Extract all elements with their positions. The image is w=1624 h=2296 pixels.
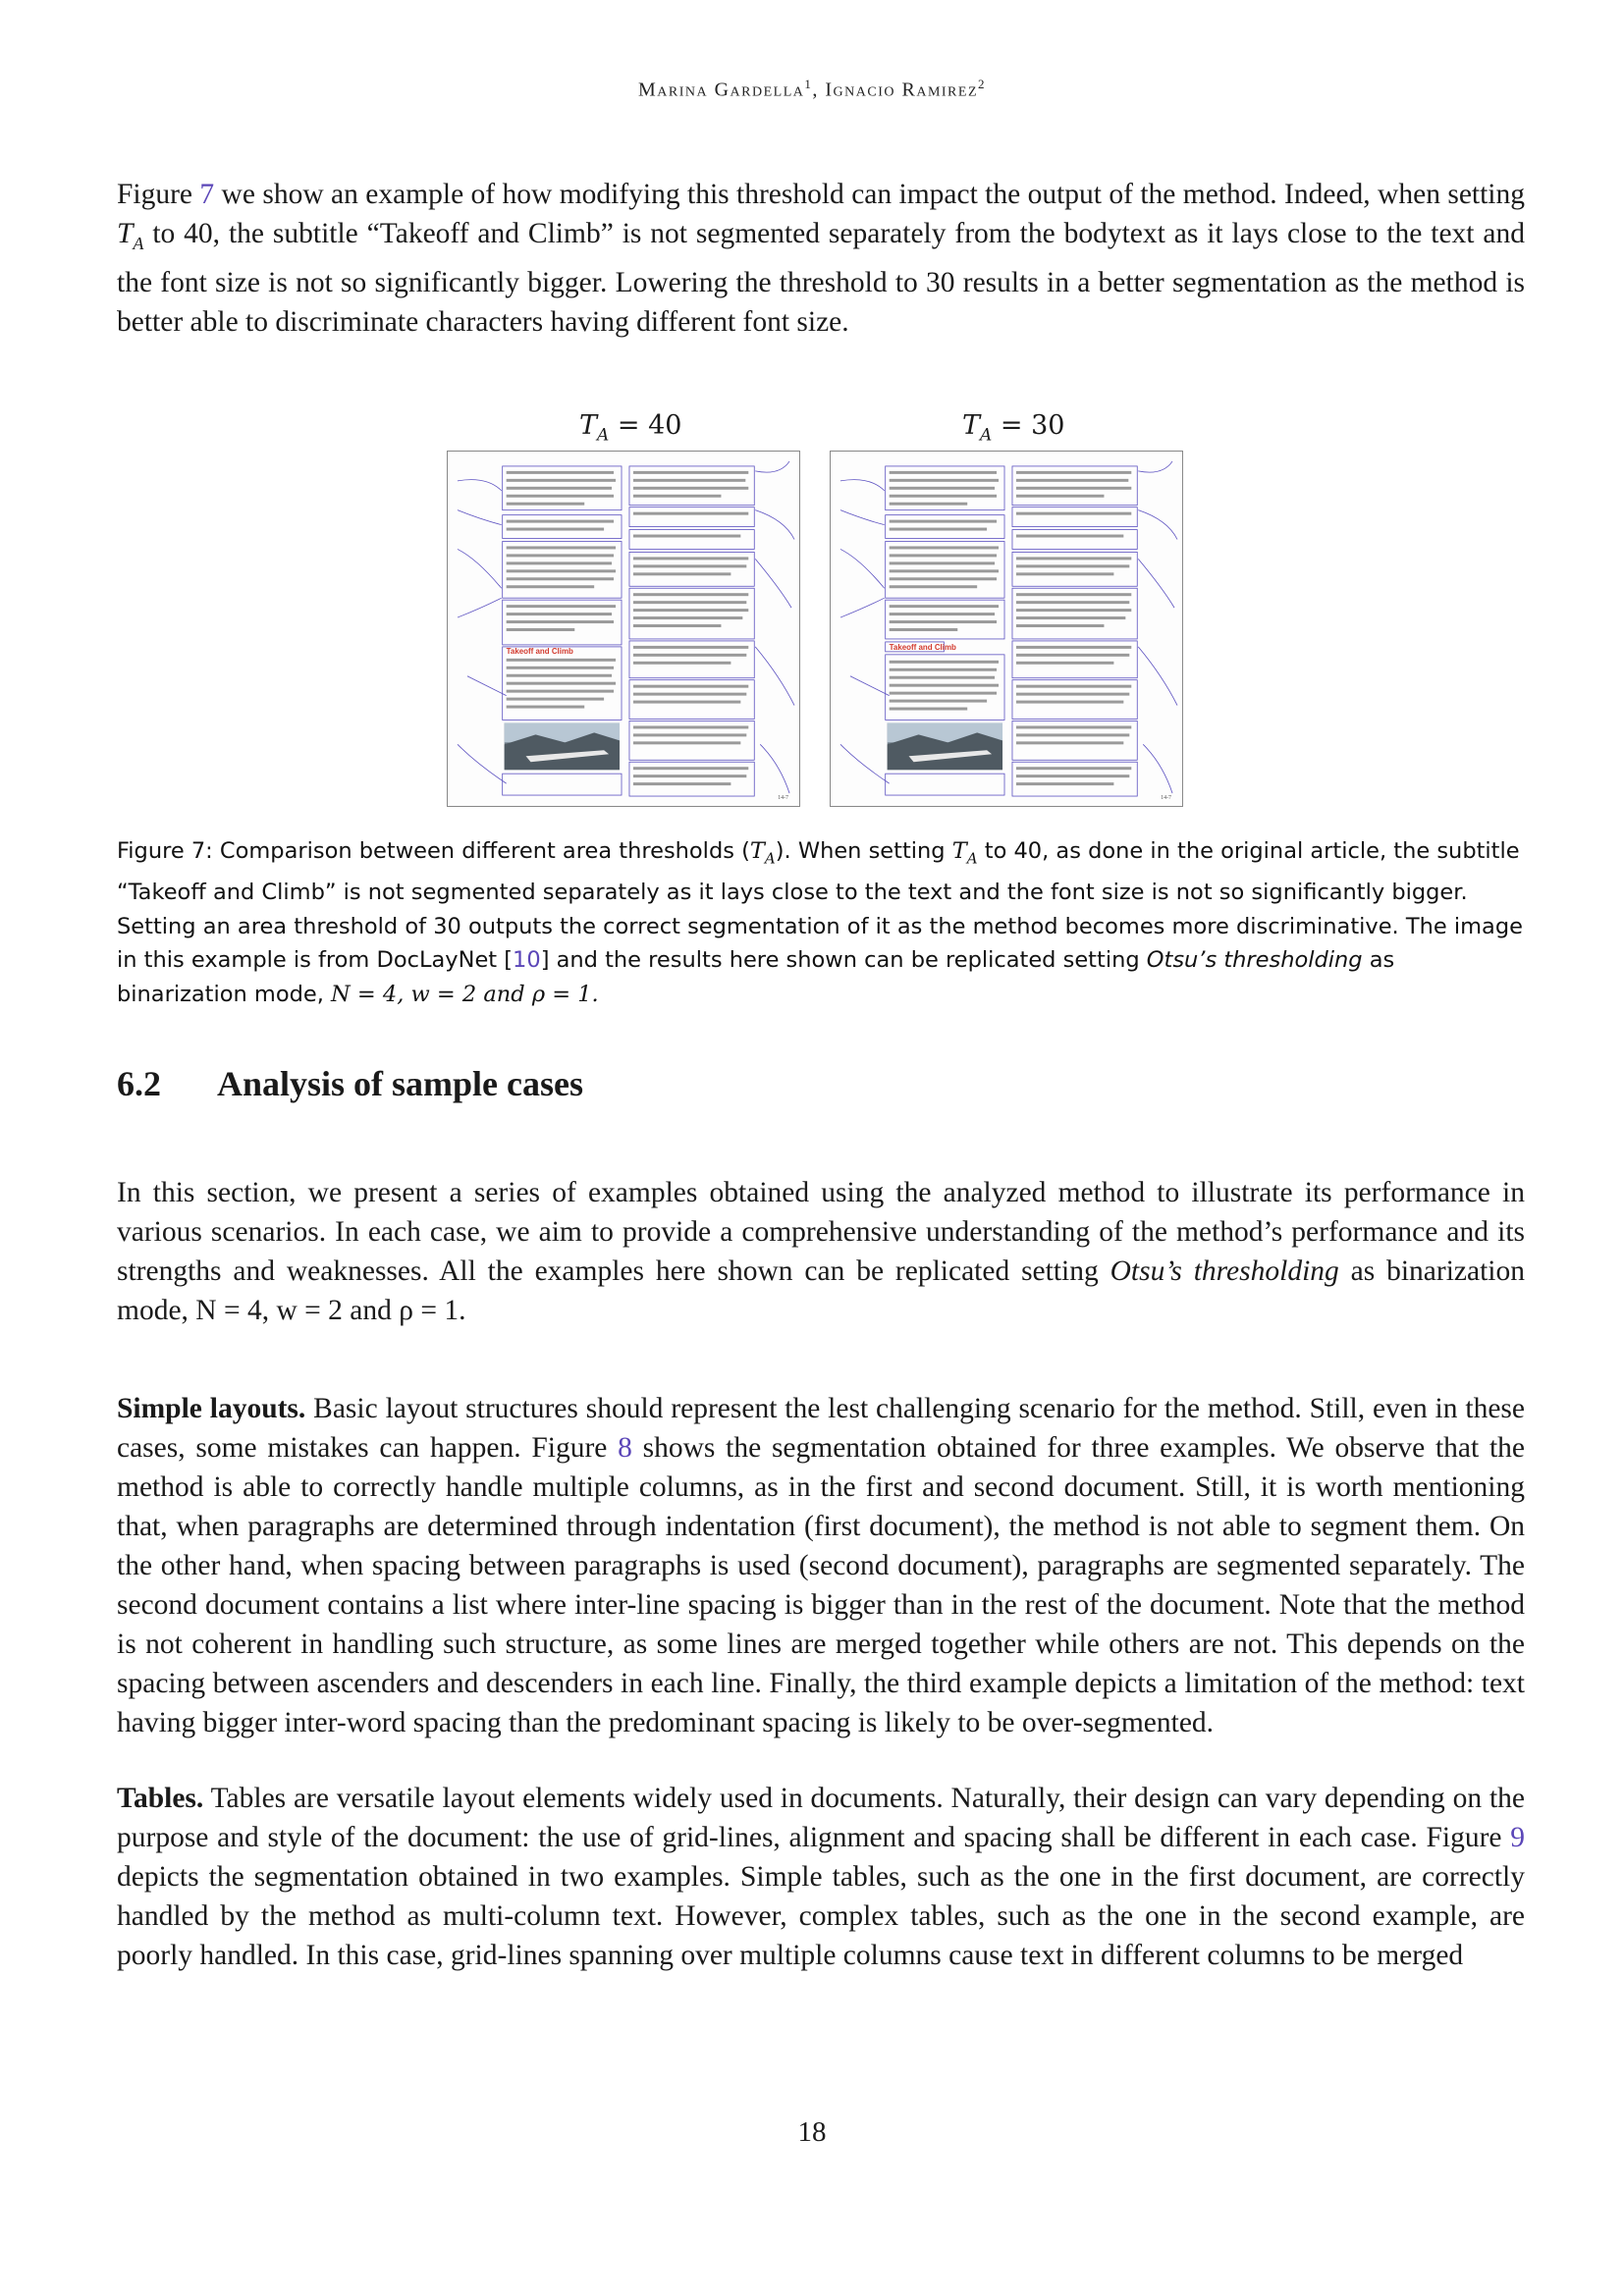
author-2-affiliation: 2 xyxy=(978,77,986,91)
figure-label-left: $T_A = 40$ xyxy=(579,410,682,446)
caption-math: N = 4, w = 2 and ρ = 1. xyxy=(331,981,599,1007)
math-TA: $T_A$ xyxy=(117,218,144,253)
simple-layouts-paragraph: Simple layouts. Basic layout structures should represent the lest challenging scenario for the method. Still, even in these cases, some mistakes can happen. Figure 8 shows the segmentation obtained for three examples. We observe that the method is able to correctly handle multiple columns, as in the first and second document. Still, it is worth mentioning that, when paragraphs are determined through indentation (first document), the method is not able to segment them. On the other hand, when spacing between paragraphs is used (second document), paragraphs are segmented separately. The second document contains a list where inter-line spacing is bigger than in the rest of the document. Note that the method is not coherent in handling such structure, as some lines are merged together while others are not. This depends on the spacing between ascenders and descenders in each line. Finally, the third example depicts a limitation of the method: text having bigger inter-word spacing than the predominant spacing is likely to be over-segmented. xyxy=(117,1393,1525,1738)
document-thumbnail-ta40 xyxy=(448,452,799,806)
tables-paragraph: Tables. Tables are versatile layout elements widely used in documents. Naturally, their design can vary depending on the purpose and style of the document: the use of grid-lines, alignment and spacing shall be different in each case. Figure 9 depicts the segmentation obtained in two examples. Simple tables, such as the one in the first document, are correctly handled by the method as multi-column text. However, complex tables, such as the one in the second example, are poorly handled. In this case, grid-lines spanning over multiple columns cause text in different columns to be merged xyxy=(117,1783,1525,1971)
figure-8-link[interactable]: 8 xyxy=(618,1432,632,1464)
segmentation-thumbnail-ta30 xyxy=(830,451,1183,807)
tables-heading: Tables. xyxy=(117,1783,204,1814)
author-1-affiliation: 1 xyxy=(804,77,813,91)
thumbnail-page-number-ta40: 14-7 xyxy=(778,795,789,802)
figure-7-caption: Figure 7: Comparison between different area thresholds $(T_A)$. When setting $T_A$ to 40, as done in the original article, the subtitle “Takeoff and Climb” is not segmented separately as it lays close to the text and the font size is not so significantly bigger. Setting an area threshold of 30 outputs the correct segmentation of it as the method becomes more discriminative. The image in this example is from DocLayNet [10] and the results here shown can be replicated setting Otsu’s thresholding as binarization mode, N = 4, w = 2 and ρ = 1. xyxy=(117,838,1523,1007)
page-number: 18 xyxy=(797,2116,827,2148)
thumbnail-subtitle-ta30: Takeoff and Climb xyxy=(889,642,956,652)
citation-10-link[interactable]: 10 xyxy=(513,947,541,973)
author-separator: , xyxy=(812,79,826,101)
thumbnail-page-number-ta30: 14-7 xyxy=(1161,795,1172,802)
thumbnail-subtitle-ta40: Takeoff and Climb xyxy=(506,646,573,656)
figure-label-right: $T_A = 30$ xyxy=(962,410,1065,446)
segmentation-thumbnail-ta40 xyxy=(447,451,800,807)
section-number: 6.2 xyxy=(117,1064,161,1103)
figure-9-link[interactable]: 9 xyxy=(1510,1822,1525,1853)
author-2: Ignacio Ramirez xyxy=(825,79,978,101)
figure-7-link[interactable]: 7 xyxy=(199,179,215,210)
section-intro-paragraph: In this section, we present a series of examples obtained using the analyzed method to illustrate its performance in various scenarios. In each case, we aim to provide a comprehensive understanding of the method’s performance and its strengths and weaknesses. All the examples here shown can be replicated setting Otsu’s thresholding as binarization mode, N = 4, w = 2 and ρ = 1. xyxy=(117,1177,1525,1326)
figure-7 xyxy=(447,410,1173,808)
running-header xyxy=(0,77,1624,102)
simple-layouts-heading: Simple layouts. xyxy=(117,1393,306,1424)
intro-paragraph: Figure 7 we show an example of how modifying this threshold can impact the output of the method. Indeed, when setting $T_A$ to 40, the subtitle “Takeoff and Climb” is not segmented separately from the bodytext as it lays close to the text and the font size is not so significantly bigger. Lowering the threshold to 30 results in a better segmentation as the method is better able to discriminate characters having different font size. xyxy=(117,179,1525,338)
document-thumbnail-ta30 xyxy=(831,452,1182,806)
section-heading xyxy=(117,1063,583,1104)
section-title: Analysis of sample cases xyxy=(217,1064,584,1103)
caption-emphasis: Otsu’s thresholding xyxy=(1146,947,1363,973)
author-1: Marina Gardella xyxy=(638,79,805,101)
